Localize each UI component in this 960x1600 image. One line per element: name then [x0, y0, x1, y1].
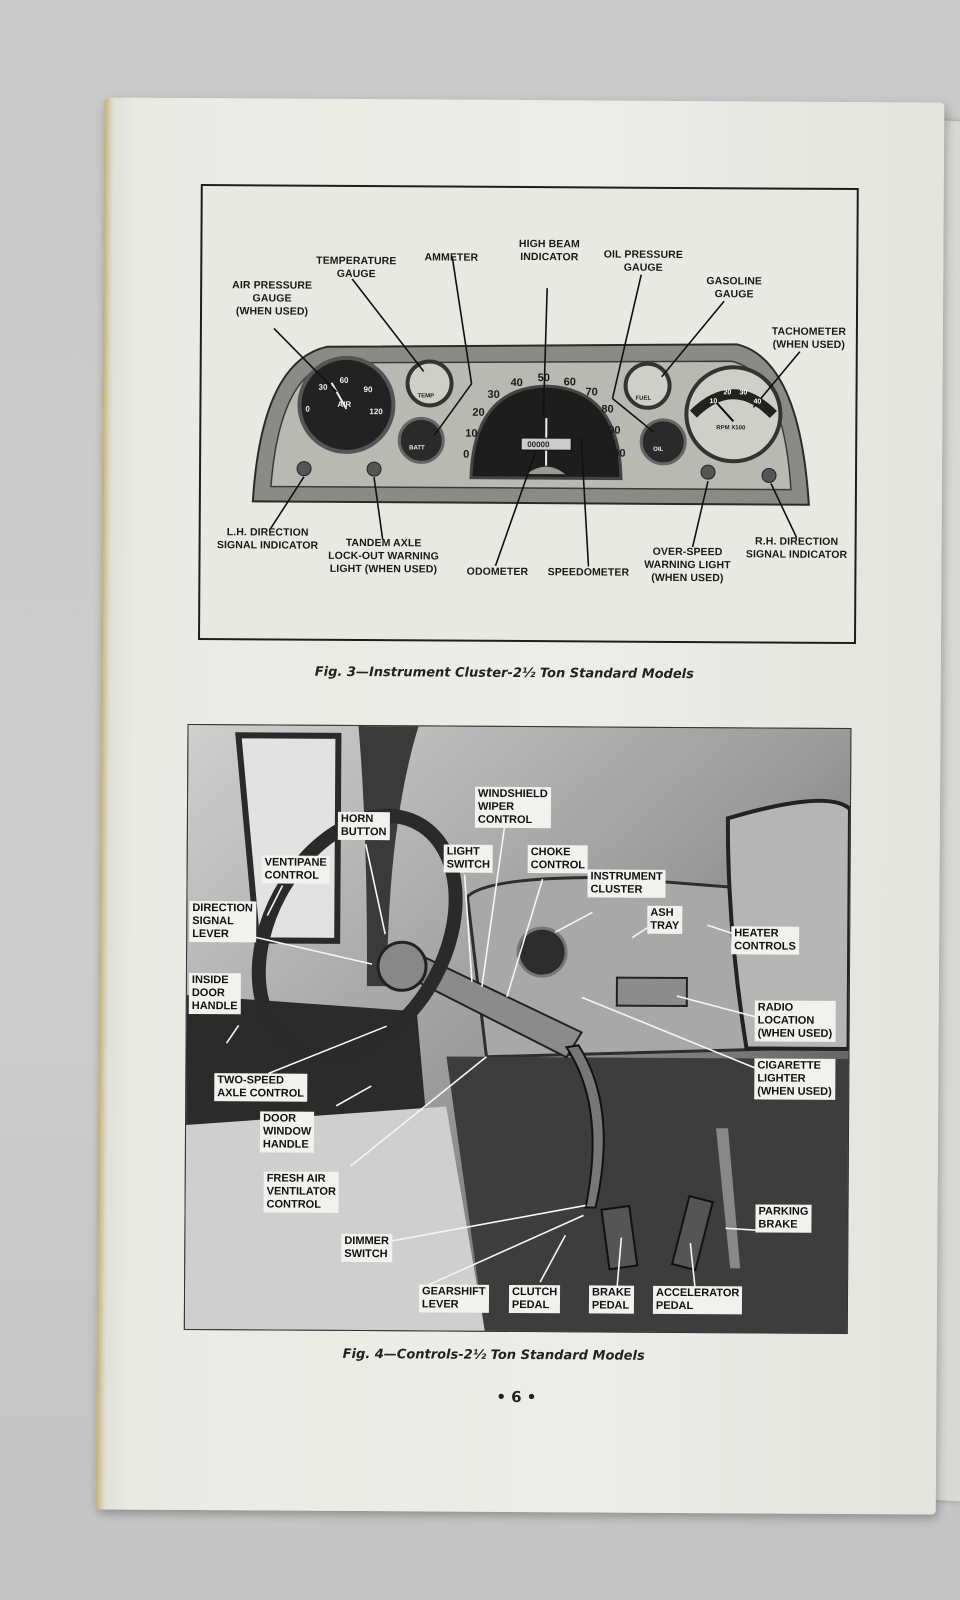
label-inside-door-handle: INSIDE DOOR HANDLE	[189, 973, 241, 1014]
label-gasoline-gauge: GASOLINE GAUGE	[706, 275, 763, 301]
label-parking-brake: PARKING BRAKE	[755, 1204, 811, 1232]
speed-scale-40: 40	[510, 376, 523, 390]
tach-face-text: RPM X100	[716, 425, 746, 432]
tach-scale-40: 40	[753, 398, 762, 406]
tandem-axle-light	[367, 462, 381, 476]
speed-scale-50: 50	[537, 372, 550, 385]
lh-direction-light	[297, 462, 311, 476]
speed-scale-20: 20	[472, 406, 485, 419]
label-direction-signal-lever: DIRECTION SIGNAL LEVER	[189, 901, 256, 942]
label-odometer: ODOMETER	[466, 565, 529, 579]
speed-scale-80: 80	[601, 403, 614, 416]
speed-scale-0: 0	[463, 448, 470, 461]
label-radio-location: RADIO LOCATION (WHEN USED)	[755, 1000, 836, 1041]
label-clutch-pedal: CLUTCH PEDAL	[509, 1285, 560, 1313]
over-speed-light	[701, 465, 715, 479]
label-oil-pressure-gauge: OIL PRESSURE GAUGE	[603, 248, 683, 274]
speed-scale-100: 100	[607, 447, 626, 460]
label-choke-control: CHOKE CONTROL	[528, 845, 589, 873]
rh-direction-light	[762, 468, 776, 482]
label-heater-controls: HEATER CONTROLS	[731, 926, 799, 954]
odometer-digits: 00000	[527, 440, 550, 450]
figure-3-caption: Fig. 3—Instrument Cluster-2½ Ton Standard Models	[314, 664, 694, 683]
air-scale-120: 120	[369, 407, 383, 417]
ammeter-gauge	[399, 418, 443, 462]
tach-scale-30: 30	[739, 389, 748, 397]
page-number: • 6 •	[496, 1387, 537, 1407]
label-ash-tray: ASH TRAY	[647, 906, 682, 934]
label-ammeter: AMMETER	[424, 251, 479, 264]
batt-face-text: BATT	[409, 445, 425, 452]
tach-scale-20: 20	[723, 389, 732, 397]
label-cigarette-lighter: CIGARETTE LIGHTER (WHEN USED)	[754, 1058, 835, 1099]
label-two-speed-axle-control: TWO-SPEED AXLE CONTROL	[214, 1073, 307, 1102]
label-brake-pedal: BRAKE PEDAL	[589, 1285, 634, 1313]
label-windshield-wiper-control: WINDSHIELD WIPER CONTROL	[475, 787, 551, 828]
label-light-switch: LIGHT SWITCH	[444, 845, 494, 873]
temp-face-text: TEMP	[417, 393, 435, 400]
air-scale-30: 30	[318, 382, 328, 392]
speed-scale-90: 90	[608, 424, 621, 437]
label-accelerator-pedal: ACCELERATOR PEDAL	[653, 1286, 742, 1315]
label-door-window-handle: DOOR WINDOW HANDLE	[260, 1111, 315, 1152]
label-horn-button: HORN BUTTON	[338, 812, 390, 840]
label-tachometer: TACHOMETER (WHEN USED)	[771, 325, 847, 351]
speed-scale-10: 10	[465, 427, 478, 440]
label-rh-direction-signal: R.H. DIRECTION SIGNAL INDICATOR	[745, 535, 848, 561]
label-over-speed-light: OVER-SPEED WARNING LIGHT (WHEN USED)	[644, 545, 731, 585]
label-dimmer-switch: DIMMER SWITCH	[341, 1234, 392, 1262]
speed-scale-60: 60	[563, 376, 576, 389]
air-scale-90: 90	[363, 385, 373, 395]
label-air-pressure-gauge: AIR PRESSURE GAUGE (WHEN USED)	[232, 279, 313, 318]
speed-scale-70: 70	[585, 386, 598, 399]
oil-face-text: OIL	[653, 446, 664, 453]
figure-4-caption: Fig. 4—Controls-2½ Ton Standard Models	[342, 1346, 645, 1364]
spine-stain	[96, 97, 115, 1509]
fuel-face-text: FUEL	[635, 395, 652, 402]
label-speedometer: SPEEDOMETER	[547, 566, 630, 579]
speed-scale-30: 30	[487, 388, 500, 401]
air-scale-60: 60	[339, 375, 349, 385]
figure-4-controls-photo	[184, 724, 852, 1334]
label-fresh-air-ventilator: FRESH AIR VENTILATOR CONTROL	[264, 1171, 340, 1212]
label-lh-direction-signal: L.H. DIRECTION SIGNAL INDICATOR	[216, 526, 319, 552]
air-mark: AIR	[337, 399, 352, 409]
label-temperature-gauge: TEMPERATURE GAUGE	[316, 254, 397, 281]
air-scale-0: 0	[305, 404, 310, 414]
label-high-beam-indicator: HIGH BEAM INDICATOR	[518, 237, 580, 264]
label-instrument-cluster: INSTRUMENT CLUSTER	[587, 869, 665, 897]
manual-page	[96, 97, 945, 1514]
figure-3-instrument-cluster	[198, 184, 859, 644]
label-ventipane-control: VENTIPANE CONTROL	[262, 855, 330, 883]
label-tandem-axle-light: TANDEM AXLE LOCK-OUT WARNING LIGHT (WHEN USED)	[328, 536, 439, 576]
label-gearshift-lever: GEARSHIFT LEVER	[419, 1284, 489, 1312]
tach-scale-10: 10	[709, 398, 718, 406]
